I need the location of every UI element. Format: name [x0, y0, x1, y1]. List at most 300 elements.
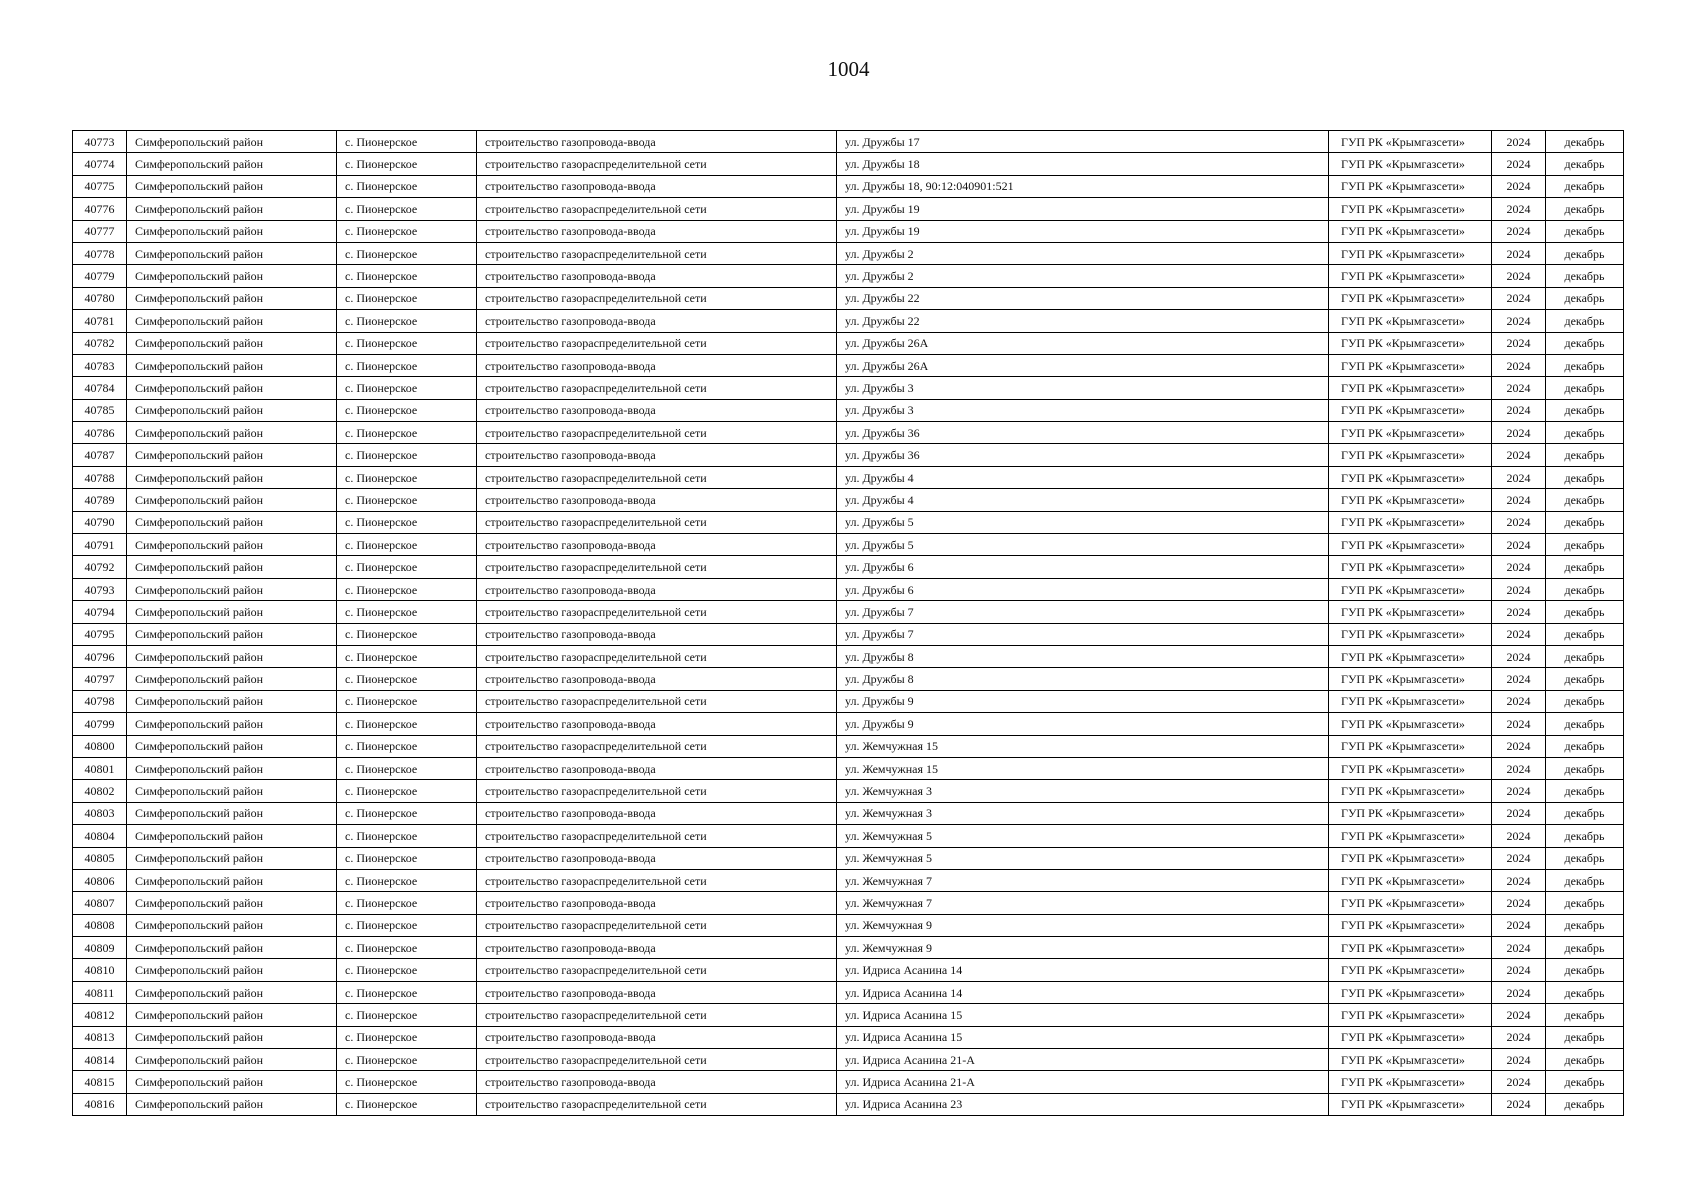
month-cell: декабрь: [1546, 1004, 1624, 1026]
year-cell: 2024: [1492, 220, 1546, 242]
address-cell: ул. Дружбы 2: [837, 265, 1329, 287]
year-cell: 2024: [1492, 175, 1546, 197]
address-cell: ул. Идриса Асанина 21-А: [837, 1071, 1329, 1093]
table-row: [73, 220, 1624, 242]
month-cell: декабрь: [1546, 623, 1624, 645]
year-cell: 2024: [1492, 623, 1546, 645]
table-row: [73, 556, 1624, 578]
district-cell: Симферопольский район: [127, 377, 337, 399]
work-type-cell: строительство газораспределительной сети: [477, 287, 837, 309]
year-cell: 2024: [1492, 332, 1546, 354]
month-cell: декабрь: [1546, 578, 1624, 600]
year-cell: 2024: [1492, 511, 1546, 533]
work-type-cell: строительство газопровода-ввода: [477, 757, 837, 779]
settlement-cell: с. Пионерское: [337, 489, 477, 511]
settlement-cell: с. Пионерское: [337, 175, 477, 197]
settlement-cell: с. Пионерское: [337, 802, 477, 824]
work-type-cell: строительство газораспределительной сети: [477, 332, 837, 354]
month-cell: декабрь: [1546, 937, 1624, 959]
table-row: [73, 489, 1624, 511]
year-cell: 2024: [1492, 1093, 1546, 1115]
district-cell: Симферопольский район: [127, 892, 337, 914]
record-number-cell: 40785: [73, 399, 127, 421]
month-cell: декабрь: [1546, 869, 1624, 891]
month-cell: декабрь: [1546, 1071, 1624, 1093]
work-type-cell: строительство газораспределительной сети: [477, 377, 837, 399]
month-cell: декабрь: [1546, 287, 1624, 309]
organization-cell: ГУП РК «Крымгазсети»: [1329, 198, 1492, 220]
settlement-cell: с. Пионерское: [337, 511, 477, 533]
work-type-cell: строительство газораспределительной сети: [477, 422, 837, 444]
work-type-cell: строительство газораспределительной сети: [477, 780, 837, 802]
month-cell: декабрь: [1546, 444, 1624, 466]
work-type-cell: строительство газопровода-ввода: [477, 534, 837, 556]
settlement-cell: с. Пионерское: [337, 668, 477, 690]
work-type-cell: строительство газопровода-ввода: [477, 354, 837, 376]
record-number-cell: 40780: [73, 287, 127, 309]
address-cell: ул. Дружбы 36: [837, 422, 1329, 444]
month-cell: декабрь: [1546, 1093, 1624, 1115]
organization-cell: ГУП РК «Крымгазсети»: [1329, 1026, 1492, 1048]
month-cell: декабрь: [1546, 534, 1624, 556]
organization-cell: ГУП РК «Крымгазсети»: [1329, 131, 1492, 153]
month-cell: декабрь: [1546, 377, 1624, 399]
table-row: [73, 847, 1624, 869]
year-cell: 2024: [1492, 713, 1546, 735]
district-cell: Симферопольский район: [127, 399, 337, 421]
work-type-cell: строительство газораспределительной сети: [477, 1004, 837, 1026]
month-cell: декабрь: [1546, 847, 1624, 869]
organization-cell: ГУП РК «Крымгазсети»: [1329, 511, 1492, 533]
table-row: [73, 399, 1624, 421]
work-type-cell: строительство газопровода-ввода: [477, 1071, 837, 1093]
record-number-cell: 40781: [73, 310, 127, 332]
district-cell: Симферопольский район: [127, 444, 337, 466]
month-cell: декабрь: [1546, 220, 1624, 242]
address-cell: ул. Жемчужная 7: [837, 869, 1329, 891]
month-cell: декабрь: [1546, 601, 1624, 623]
year-cell: 2024: [1492, 869, 1546, 891]
address-cell: ул. Дружбы 17: [837, 131, 1329, 153]
address-cell: ул. Дружбы 36: [837, 444, 1329, 466]
organization-cell: ГУП РК «Крымгазсети»: [1329, 802, 1492, 824]
organization-cell: ГУП РК «Крымгазсети»: [1329, 780, 1492, 802]
year-cell: 2024: [1492, 914, 1546, 936]
organization-cell: ГУП РК «Крымгазсети»: [1329, 668, 1492, 690]
table-row: [73, 690, 1624, 712]
district-cell: Симферопольский район: [127, 690, 337, 712]
record-number-cell: 40798: [73, 690, 127, 712]
district-cell: Симферопольский район: [127, 422, 337, 444]
record-number-cell: 40775: [73, 175, 127, 197]
settlement-cell: с. Пионерское: [337, 153, 477, 175]
settlement-cell: с. Пионерское: [337, 735, 477, 757]
table-row: [73, 623, 1624, 645]
work-type-cell: строительство газопровода-ввода: [477, 220, 837, 242]
work-type-cell: строительство газопровода-ввода: [477, 937, 837, 959]
settlement-cell: с. Пионерское: [337, 287, 477, 309]
organization-cell: ГУП РК «Крымгазсети»: [1329, 735, 1492, 757]
table-row: [73, 511, 1624, 533]
table-row: [73, 802, 1624, 824]
year-cell: 2024: [1492, 981, 1546, 1003]
work-type-cell: строительство газопровода-ввода: [477, 175, 837, 197]
work-type-cell: строительство газопровода-ввода: [477, 1026, 837, 1048]
registry-table: [72, 130, 1624, 1116]
month-cell: декабрь: [1546, 198, 1624, 220]
address-cell: ул. Идриса Асанина 15: [837, 1004, 1329, 1026]
year-cell: 2024: [1492, 690, 1546, 712]
address-cell: ул. Дружбы 18: [837, 153, 1329, 175]
work-type-cell: строительство газораспределительной сети: [477, 914, 837, 936]
address-cell: ул. Дружбы 22: [837, 310, 1329, 332]
table-row: [73, 265, 1624, 287]
settlement-cell: с. Пионерское: [337, 981, 477, 1003]
organization-cell: ГУП РК «Крымгазсети»: [1329, 578, 1492, 600]
record-number-cell: 40813: [73, 1026, 127, 1048]
address-cell: ул. Жемчужная 3: [837, 780, 1329, 802]
work-type-cell: строительство газопровода-ввода: [477, 265, 837, 287]
work-type-cell: строительство газораспределительной сети: [477, 735, 837, 757]
settlement-cell: с. Пионерское: [337, 1026, 477, 1048]
table-row: [73, 668, 1624, 690]
address-cell: ул. Жемчужная 7: [837, 892, 1329, 914]
work-type-cell: строительство газораспределительной сети: [477, 869, 837, 891]
month-cell: декабрь: [1546, 981, 1624, 1003]
year-cell: 2024: [1492, 377, 1546, 399]
record-number-cell: 40796: [73, 645, 127, 667]
work-type-cell: строительство газопровода-ввода: [477, 668, 837, 690]
record-number-cell: 40795: [73, 623, 127, 645]
settlement-cell: с. Пионерское: [337, 601, 477, 623]
settlement-cell: с. Пионерское: [337, 780, 477, 802]
table-row: [73, 780, 1624, 802]
organization-cell: ГУП РК «Крымгазсети»: [1329, 690, 1492, 712]
organization-cell: ГУП РК «Крымгазсети»: [1329, 825, 1492, 847]
address-cell: ул. Дружбы 7: [837, 601, 1329, 623]
organization-cell: ГУП РК «Крымгазсети»: [1329, 892, 1492, 914]
organization-cell: ГУП РК «Крымгазсети»: [1329, 354, 1492, 376]
address-cell: ул. Жемчужная 9: [837, 914, 1329, 936]
month-cell: декабрь: [1546, 399, 1624, 421]
year-cell: 2024: [1492, 444, 1546, 466]
work-type-cell: строительство газораспределительной сети: [477, 466, 837, 488]
district-cell: Симферопольский район: [127, 242, 337, 264]
organization-cell: ГУП РК «Крымгазсети»: [1329, 422, 1492, 444]
month-cell: декабрь: [1546, 265, 1624, 287]
year-cell: 2024: [1492, 578, 1546, 600]
year-cell: 2024: [1492, 601, 1546, 623]
record-number-cell: 40784: [73, 377, 127, 399]
work-type-cell: строительство газораспределительной сети: [477, 153, 837, 175]
year-cell: 2024: [1492, 534, 1546, 556]
organization-cell: ГУП РК «Крымгазсети»: [1329, 1004, 1492, 1026]
record-number-cell: 40804: [73, 825, 127, 847]
work-type-cell: строительство газораспределительной сети: [477, 645, 837, 667]
month-cell: декабрь: [1546, 802, 1624, 824]
address-cell: ул. Жемчужная 9: [837, 937, 1329, 959]
record-number-cell: 40794: [73, 601, 127, 623]
district-cell: Симферопольский район: [127, 735, 337, 757]
district-cell: Симферопольский район: [127, 332, 337, 354]
record-number-cell: 40815: [73, 1071, 127, 1093]
month-cell: декабрь: [1546, 153, 1624, 175]
table-row: [73, 242, 1624, 264]
record-number-cell: 40790: [73, 511, 127, 533]
work-type-cell: строительство газораспределительной сети: [477, 601, 837, 623]
district-cell: Симферопольский район: [127, 310, 337, 332]
year-cell: 2024: [1492, 242, 1546, 264]
year-cell: 2024: [1492, 556, 1546, 578]
organization-cell: ГУП РК «Крымгазсети»: [1329, 153, 1492, 175]
record-number-cell: 40778: [73, 242, 127, 264]
table-row: [73, 757, 1624, 779]
record-number-cell: 40773: [73, 131, 127, 153]
organization-cell: ГУП РК «Крымгазсети»: [1329, 489, 1492, 511]
settlement-cell: с. Пионерское: [337, 422, 477, 444]
district-cell: Симферопольский район: [127, 175, 337, 197]
settlement-cell: с. Пионерское: [337, 1049, 477, 1071]
year-cell: 2024: [1492, 757, 1546, 779]
work-type-cell: строительство газопровода-ввода: [477, 847, 837, 869]
district-cell: Симферопольский район: [127, 825, 337, 847]
work-type-cell: строительство газораспределительной сети: [477, 511, 837, 533]
month-cell: декабрь: [1546, 354, 1624, 376]
district-cell: Симферопольский район: [127, 847, 337, 869]
year-cell: 2024: [1492, 1071, 1546, 1093]
organization-cell: ГУП РК «Крымгазсети»: [1329, 1071, 1492, 1093]
year-cell: 2024: [1492, 198, 1546, 220]
record-number-cell: 40782: [73, 332, 127, 354]
year-cell: 2024: [1492, 422, 1546, 444]
month-cell: декабрь: [1546, 466, 1624, 488]
year-cell: 2024: [1492, 937, 1546, 959]
table-row: [73, 578, 1624, 600]
address-cell: ул. Дружбы 26А: [837, 332, 1329, 354]
month-cell: декабрь: [1546, 511, 1624, 533]
address-cell: ул. Дружбы 3: [837, 377, 1329, 399]
year-cell: 2024: [1492, 1004, 1546, 1026]
table-row: [73, 131, 1624, 153]
month-cell: декабрь: [1546, 310, 1624, 332]
record-number-cell: 40801: [73, 757, 127, 779]
month-cell: декабрь: [1546, 645, 1624, 667]
address-cell: ул. Дружбы 2: [837, 242, 1329, 264]
table-row: [73, 914, 1624, 936]
settlement-cell: с. Пионерское: [337, 242, 477, 264]
organization-cell: ГУП РК «Крымгазсети»: [1329, 220, 1492, 242]
work-type-cell: строительство газопровода-ввода: [477, 578, 837, 600]
month-cell: декабрь: [1546, 1049, 1624, 1071]
month-cell: декабрь: [1546, 690, 1624, 712]
month-cell: декабрь: [1546, 735, 1624, 757]
settlement-cell: с. Пионерское: [337, 645, 477, 667]
table-row: [73, 444, 1624, 466]
table-row: [73, 354, 1624, 376]
address-cell: ул. Дружбы 7: [837, 623, 1329, 645]
year-cell: 2024: [1492, 847, 1546, 869]
work-type-cell: строительство газопровода-ввода: [477, 131, 837, 153]
table-row: [73, 1026, 1624, 1048]
organization-cell: ГУП РК «Крымгазсети»: [1329, 534, 1492, 556]
organization-cell: ГУП РК «Крымгазсети»: [1329, 981, 1492, 1003]
organization-cell: ГУП РК «Крымгазсети»: [1329, 332, 1492, 354]
work-type-cell: строительство газопровода-ввода: [477, 399, 837, 421]
settlement-cell: с. Пионерское: [337, 310, 477, 332]
work-type-cell: строительство газопровода-ввода: [477, 892, 837, 914]
settlement-cell: с. Пионерское: [337, 131, 477, 153]
organization-cell: ГУП РК «Крымгазсети»: [1329, 175, 1492, 197]
address-cell: ул. Дружбы 22: [837, 287, 1329, 309]
district-cell: Симферопольский район: [127, 757, 337, 779]
work-type-cell: строительство газораспределительной сети: [477, 198, 837, 220]
year-cell: 2024: [1492, 645, 1546, 667]
year-cell: 2024: [1492, 354, 1546, 376]
settlement-cell: с. Пионерское: [337, 466, 477, 488]
month-cell: декабрь: [1546, 668, 1624, 690]
record-number-cell: 40800: [73, 735, 127, 757]
district-cell: Симферопольский район: [127, 623, 337, 645]
month-cell: декабрь: [1546, 242, 1624, 264]
work-type-cell: строительство газораспределительной сети: [477, 1049, 837, 1071]
district-cell: Симферопольский район: [127, 534, 337, 556]
settlement-cell: с. Пионерское: [337, 534, 477, 556]
district-cell: Симферопольский район: [127, 578, 337, 600]
record-number-cell: 40786: [73, 422, 127, 444]
record-number-cell: 40792: [73, 556, 127, 578]
record-number-cell: 40774: [73, 153, 127, 175]
organization-cell: ГУП РК «Крымгазсети»: [1329, 869, 1492, 891]
year-cell: 2024: [1492, 265, 1546, 287]
address-cell: ул. Дружбы 5: [837, 534, 1329, 556]
organization-cell: ГУП РК «Крымгазсети»: [1329, 310, 1492, 332]
table-row: [73, 959, 1624, 981]
settlement-cell: с. Пионерское: [337, 847, 477, 869]
settlement-cell: с. Пионерское: [337, 869, 477, 891]
table-row: [73, 377, 1624, 399]
district-cell: Симферопольский район: [127, 802, 337, 824]
month-cell: декабрь: [1546, 556, 1624, 578]
work-type-cell: строительство газопровода-ввода: [477, 713, 837, 735]
organization-cell: ГУП РК «Крымгазсети»: [1329, 623, 1492, 645]
table-row: [73, 735, 1624, 757]
settlement-cell: с. Пионерское: [337, 399, 477, 421]
district-cell: Симферопольский район: [127, 1026, 337, 1048]
year-cell: 2024: [1492, 735, 1546, 757]
record-number-cell: 40776: [73, 198, 127, 220]
organization-cell: ГУП РК «Крымгазсети»: [1329, 847, 1492, 869]
district-cell: Симферопольский район: [127, 1004, 337, 1026]
record-number-cell: 40809: [73, 937, 127, 959]
organization-cell: ГУП РК «Крымгазсети»: [1329, 645, 1492, 667]
address-cell: ул. Дружбы 18, 90:12:040901:521: [837, 175, 1329, 197]
month-cell: декабрь: [1546, 422, 1624, 444]
organization-cell: ГУП РК «Крымгазсети»: [1329, 444, 1492, 466]
district-cell: Симферопольский район: [127, 198, 337, 220]
organization-cell: ГУП РК «Крымгазсети»: [1329, 1093, 1492, 1115]
address-cell: ул. Дружбы 5: [837, 511, 1329, 533]
record-number-cell: 40787: [73, 444, 127, 466]
settlement-cell: с. Пионерское: [337, 354, 477, 376]
address-cell: ул. Идриса Асанина 14: [837, 959, 1329, 981]
address-cell: ул. Идриса Асанина 21-А: [837, 1049, 1329, 1071]
record-number-cell: 40789: [73, 489, 127, 511]
work-type-cell: строительство газопровода-ввода: [477, 981, 837, 1003]
table-row: [73, 825, 1624, 847]
record-number-cell: 40802: [73, 780, 127, 802]
district-cell: Симферопольский район: [127, 959, 337, 981]
table-row: [73, 1093, 1624, 1115]
record-number-cell: 40806: [73, 869, 127, 891]
district-cell: Симферопольский район: [127, 556, 337, 578]
record-number-cell: 40814: [73, 1049, 127, 1071]
organization-cell: ГУП РК «Крымгазсети»: [1329, 466, 1492, 488]
year-cell: 2024: [1492, 1049, 1546, 1071]
settlement-cell: с. Пионерское: [337, 377, 477, 399]
district-cell: Симферопольский район: [127, 981, 337, 1003]
address-cell: ул. Дружбы 4: [837, 466, 1329, 488]
address-cell: ул. Дружбы 9: [837, 690, 1329, 712]
month-cell: декабрь: [1546, 1026, 1624, 1048]
organization-cell: ГУП РК «Крымгазсети»: [1329, 937, 1492, 959]
table-row: [73, 981, 1624, 1003]
address-cell: ул. Дружбы 19: [837, 220, 1329, 242]
organization-cell: ГУП РК «Крымгазсети»: [1329, 265, 1492, 287]
district-cell: Симферопольский район: [127, 287, 337, 309]
settlement-cell: с. Пионерское: [337, 959, 477, 981]
settlement-cell: с. Пионерское: [337, 757, 477, 779]
work-type-cell: строительство газораспределительной сети: [477, 556, 837, 578]
table-row: [73, 198, 1624, 220]
organization-cell: ГУП РК «Крымгазсети»: [1329, 399, 1492, 421]
settlement-cell: с. Пионерское: [337, 914, 477, 936]
year-cell: 2024: [1492, 153, 1546, 175]
settlement-cell: с. Пионерское: [337, 623, 477, 645]
record-number-cell: 40811: [73, 981, 127, 1003]
organization-cell: ГУП РК «Крымгазсети»: [1329, 242, 1492, 264]
page-number: 1004: [827, 57, 870, 81]
record-number-cell: 40805: [73, 847, 127, 869]
district-cell: Симферопольский район: [127, 489, 337, 511]
settlement-cell: с. Пионерское: [337, 892, 477, 914]
district-cell: Симферопольский район: [127, 265, 337, 287]
address-cell: ул. Идриса Асанина 15: [837, 1026, 1329, 1048]
month-cell: декабрь: [1546, 959, 1624, 981]
record-number-cell: 40797: [73, 668, 127, 690]
table-row: [73, 534, 1624, 556]
settlement-cell: с. Пионерское: [337, 1093, 477, 1115]
work-type-cell: строительство газораспределительной сети: [477, 825, 837, 847]
district-cell: Симферопольский район: [127, 668, 337, 690]
work-type-cell: строительство газопровода-ввода: [477, 444, 837, 466]
organization-cell: ГУП РК «Крымгазсети»: [1329, 713, 1492, 735]
settlement-cell: с. Пионерское: [337, 444, 477, 466]
table-row: [73, 332, 1624, 354]
organization-cell: ГУП РК «Крымгазсети»: [1329, 757, 1492, 779]
settlement-cell: с. Пионерское: [337, 690, 477, 712]
district-cell: Симферопольский район: [127, 131, 337, 153]
work-type-cell: строительство газораспределительной сети: [477, 1093, 837, 1115]
record-number-cell: 40807: [73, 892, 127, 914]
address-cell: ул. Жемчужная 3: [837, 802, 1329, 824]
district-cell: Симферопольский район: [127, 601, 337, 623]
table-row: [73, 310, 1624, 332]
address-cell: ул. Жемчужная 5: [837, 847, 1329, 869]
table-row: [73, 892, 1624, 914]
year-cell: 2024: [1492, 668, 1546, 690]
record-number-cell: 40803: [73, 802, 127, 824]
district-cell: Симферопольский район: [127, 153, 337, 175]
